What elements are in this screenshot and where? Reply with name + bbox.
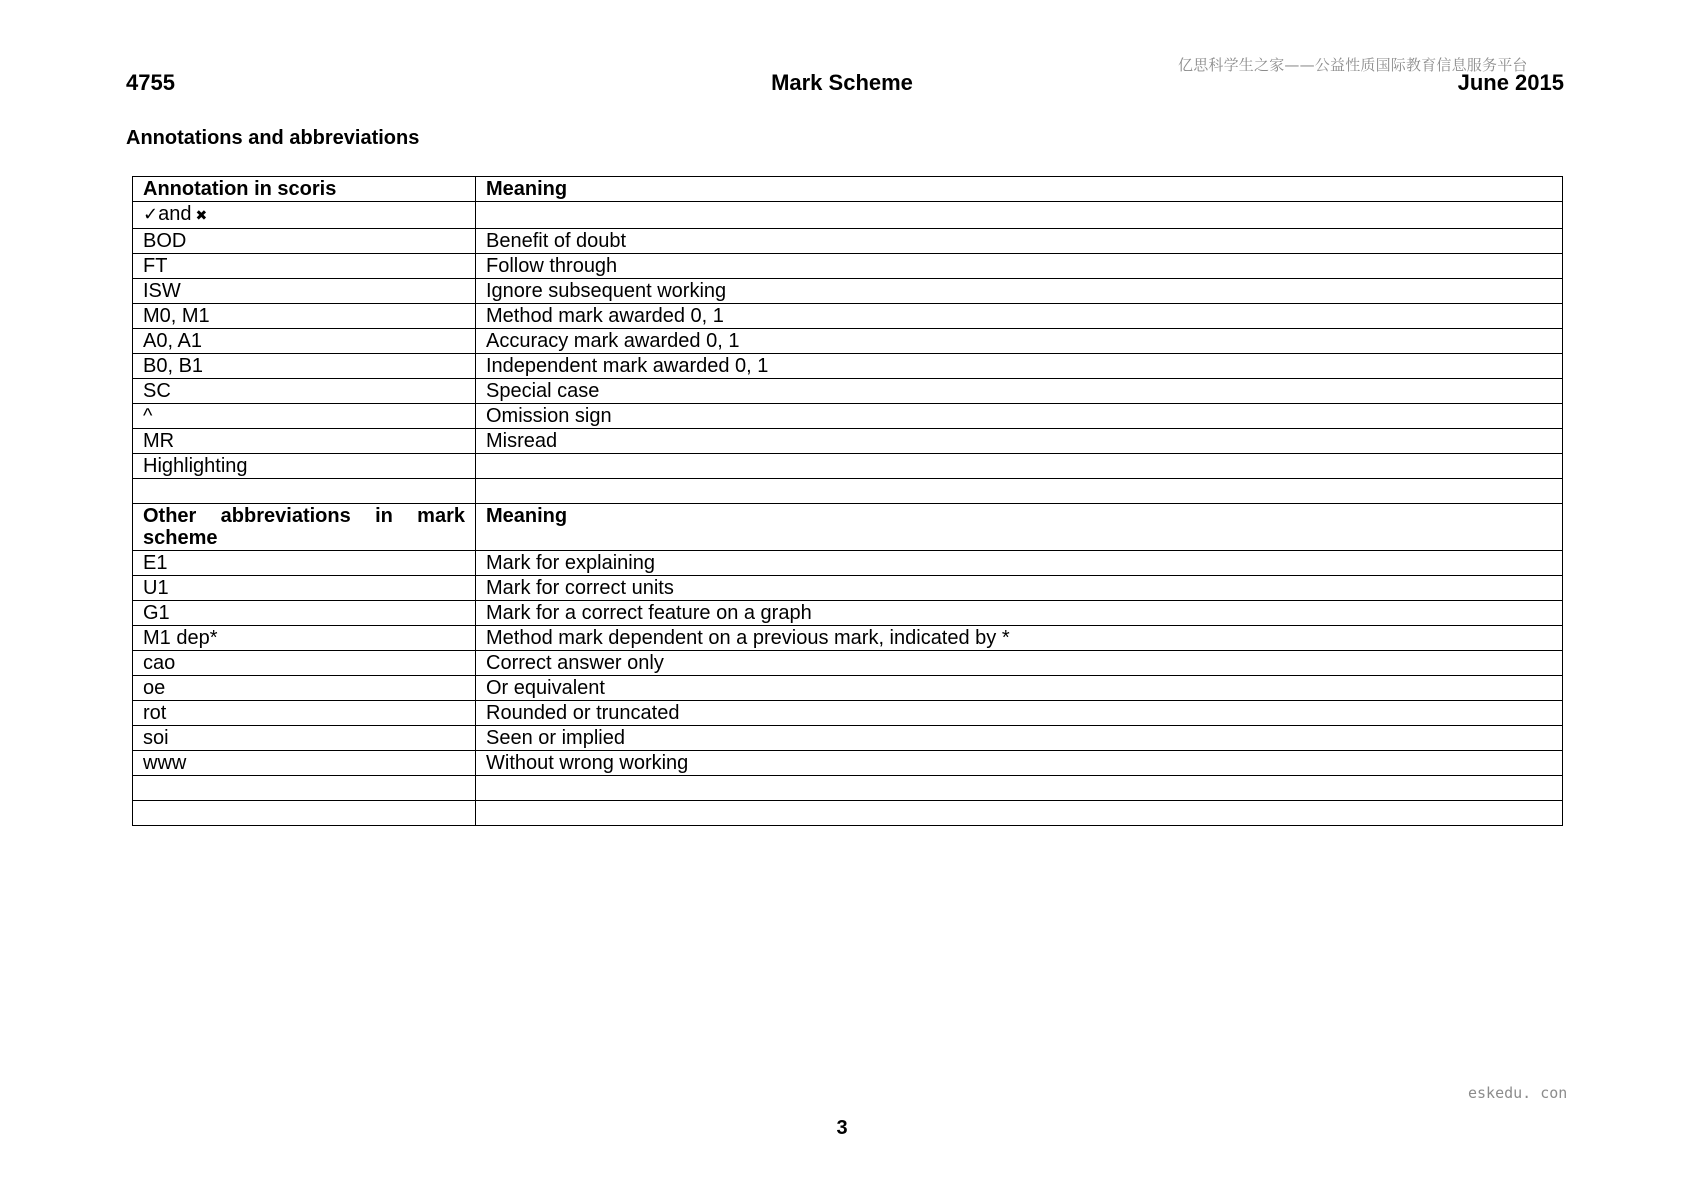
table-row [133,626,1563,651]
table-row [133,229,1563,254]
table-cell-code: M1 dep* [133,626,476,651]
tick-icon: ✓ [143,204,159,225]
table-cell-code: SC [133,379,476,404]
table-cell-meaning: Seen or implied [476,726,1563,751]
table-cell-meaning: Or equivalent [476,676,1563,701]
table-cell-meaning [476,202,1563,229]
table-cell-meaning: Mark for a correct feature on a graph [476,601,1563,626]
table-cell-meaning: Without wrong working [476,751,1563,776]
table-cell-meaning: Correct answer only [476,651,1563,676]
document-title: Mark Scheme [771,70,913,95]
table-cell-code [133,479,476,504]
section-title: Annotations and abbreviations [126,127,420,149]
table-row [133,601,1563,626]
table-row [133,651,1563,676]
table-cell-code: rot [133,701,476,726]
table-cell-code: G1 [133,601,476,626]
table-cell-meaning: Accuracy mark awarded 0, 1 [476,329,1563,354]
table-cell-code: cao [133,651,476,676]
table-cell-code [133,801,476,826]
header-meaning: Meaning [476,177,1563,202]
table-cell-meaning: Special case [476,379,1563,404]
table-cell-meaning: Independent mark awarded 0, 1 [476,354,1563,379]
table-cell-code: BOD [133,229,476,254]
table-cell-code: FT [133,254,476,279]
table-row [133,254,1563,279]
table-row [133,701,1563,726]
tick-and-cross-cell [133,202,476,229]
table-cell-code: soi [133,726,476,751]
table-row [133,329,1563,354]
table-row [133,454,1563,479]
table-cell-code: MR [133,429,476,454]
table-cell-code: oe [133,676,476,701]
table-cell-code: www [133,751,476,776]
table-cell-code: B0, B1 [133,354,476,379]
table-row [133,304,1563,329]
table-cell-code: ^ [133,404,476,429]
table-row-empty [133,776,1563,801]
table-cell-code: U1 [133,576,476,601]
table-row [133,576,1563,601]
table-cell-meaning [476,454,1563,479]
table-row [133,379,1563,404]
table-cell-code [133,776,476,801]
abbreviations-table [132,176,1563,826]
table-header-row [133,177,1563,202]
table-cell-code: E1 [133,551,476,576]
table-cell-meaning [476,479,1563,504]
page-number: 3 [836,1117,848,1139]
header-annotation: Annotation in scoris [133,177,476,202]
header-meaning: Meaning [476,504,1563,551]
table-cell-meaning: Follow through [476,254,1563,279]
cross-icon: ✖ [195,208,208,224]
table-row [133,279,1563,304]
table-cell-meaning: Mark for explaining [476,551,1563,576]
table-cell-meaning: Ignore subsequent working [476,279,1563,304]
table-cell-meaning: Omission sign [476,404,1563,429]
table-cell-meaning: Method mark dependent on a previous mark, indicated by * [476,626,1563,651]
table-row-empty [133,801,1563,826]
table-cell-meaning [476,776,1563,801]
table-row [133,726,1563,751]
watermark-bottom: eskedu. con [1468,1084,1568,1102]
table-cell-meaning: Benefit of doubt [476,229,1563,254]
header-other-abbreviations: Other abbreviations in mark scheme [133,504,476,551]
table-row [133,404,1563,429]
table-row [133,202,1563,229]
table-cell-code: Highlighting [133,454,476,479]
paper-code: 4755 [126,70,175,95]
exam-date: June 2015 [1457,70,1564,95]
other-abbreviations-header-row [133,504,1563,551]
table-cell-meaning: Method mark awarded 0, 1 [476,304,1563,329]
table-cell-code: M0, M1 [133,304,476,329]
table-row [133,751,1563,776]
table-row [133,676,1563,701]
table-cell-meaning: Rounded or truncated [476,701,1563,726]
table-row [133,551,1563,576]
table-cell-meaning: Mark for correct units [476,576,1563,601]
table-cell-meaning [476,801,1563,826]
table-row [133,429,1563,454]
table-cell-meaning: Misread [476,429,1563,454]
watermark-top: 亿思科学生之家——公益性质国际教育信息服务平台 [1178,56,1528,74]
table-cell-code: ISW [133,279,476,304]
table-cell-code: A0, A1 [133,329,476,354]
table-row-empty [133,479,1563,504]
table-row [133,354,1563,379]
tick-and-word: and [158,203,192,225]
